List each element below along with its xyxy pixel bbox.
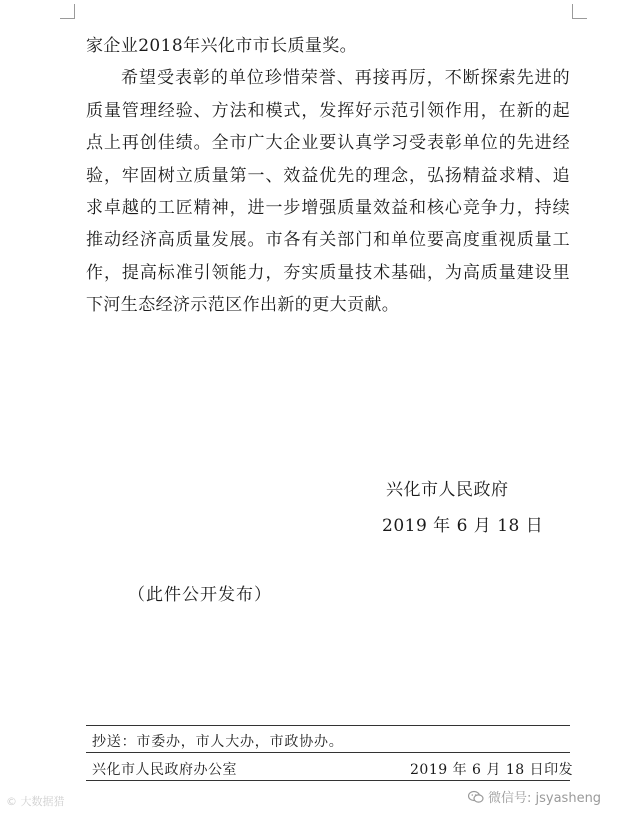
watermark-right [468,787,601,806]
watermark-right-text: 微信号: jsyasheng [488,791,602,806]
cc-line: 抄送：市委办，市人大办，市政协办。 [92,734,344,750]
watermark-left: © 大数据猎 [6,795,65,808]
crop-mark-top-right [572,4,587,19]
signature-date: 2019 年 6 月 18 日 [382,516,544,536]
public-release-note: （此件公开发布） [128,585,272,605]
divider-top [86,725,570,726]
divider-middle [86,752,570,753]
paragraph-2: 希望受表彰的单位珍惜荣誉、再接再厉，不断探索先进的质量管理经验、方法和模式，发挥好示范引领作用，在新的起点上再创佳绩。全市广大企业要认真学习受表彰单位的先进经验，牢固树立质量第一、效益优先的理念，弘扬精益求精、追求卓越的工匠精神，进一步增强质量效益和核心竞争力，持续推动经济高质量发展。市各有关部门和单位要高度重视质量工作，提高标准引领能力，夯实质量技术基础，为高质量建设里下河生态经济示范区作出新的更大贡献。 [86,68,570,316]
paragraph-1: 家企业2018年兴化市市长质量奖。 [86,36,358,56]
divider-bottom [86,780,570,781]
wechat-icon [468,790,484,804]
crop-mark-top-left [60,4,75,19]
issue-date: 2019 年 6 月 18 日印发 [410,762,574,778]
issuer-office: 兴化市人民政府办公室 [92,762,237,778]
document-body [86,30,570,322]
signature-organization: 兴化市人民政府 [386,480,509,500]
